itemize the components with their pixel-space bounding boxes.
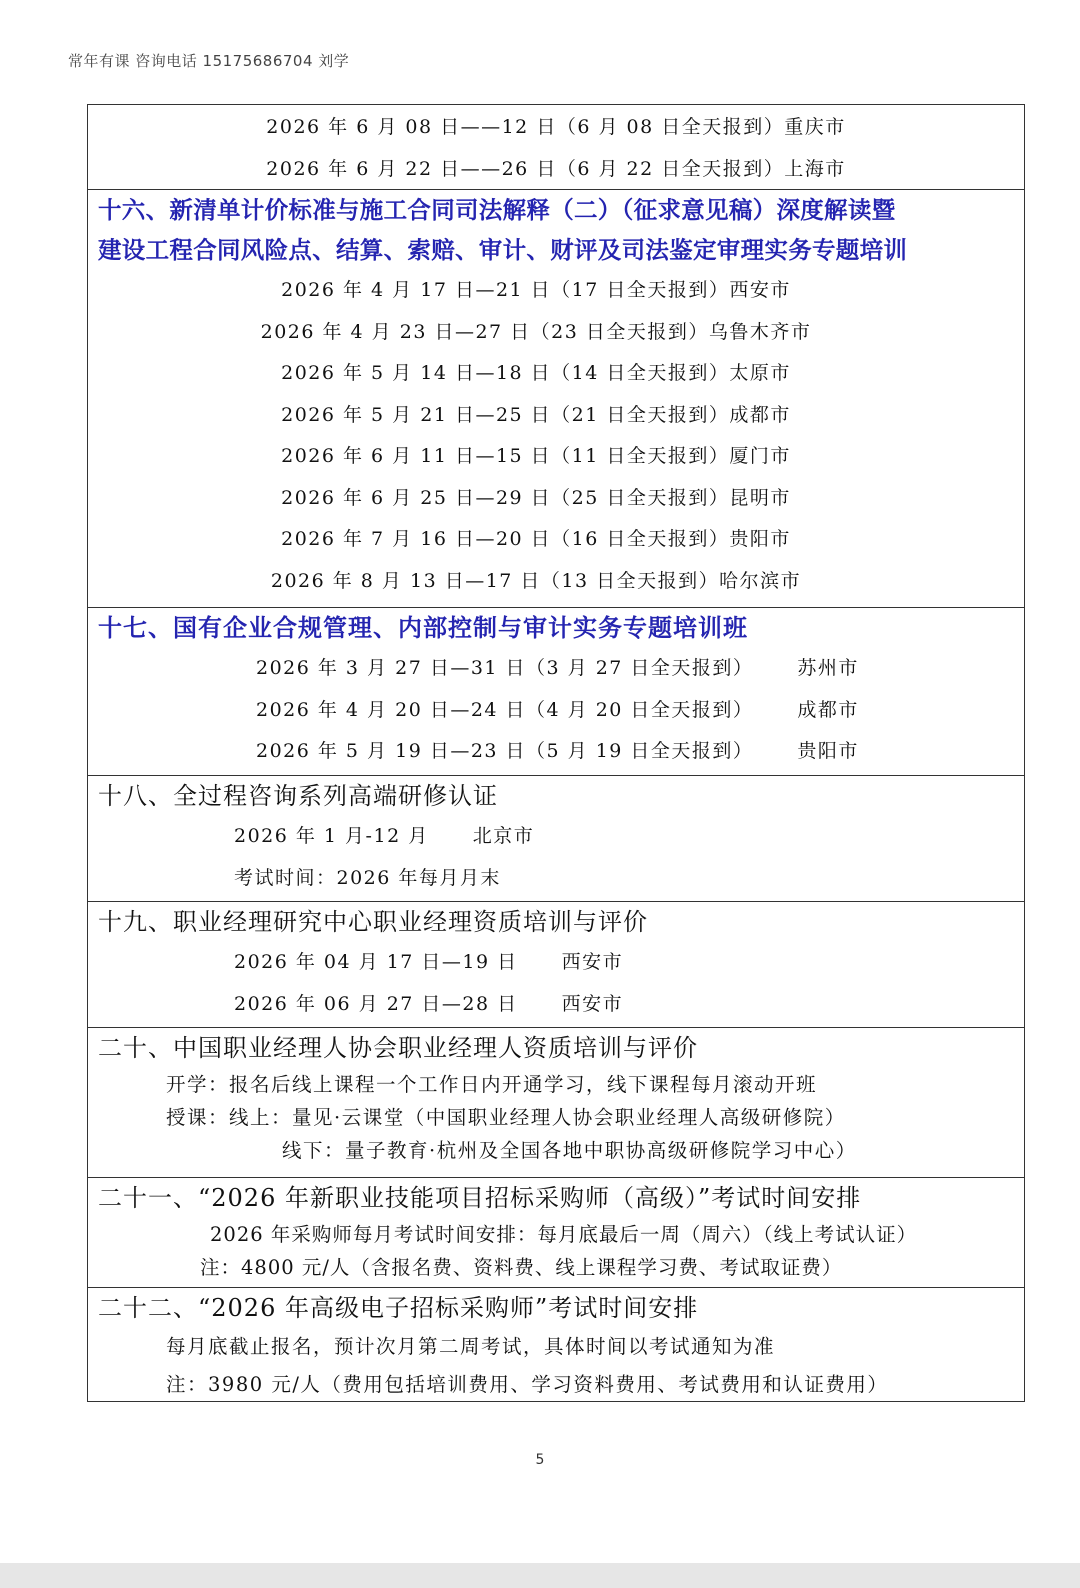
schedule-date: 2026 年 4 月 20 日—24 日（4 月 20 日全天报到） bbox=[256, 698, 754, 721]
section-20 bbox=[88, 1027, 1024, 1177]
section-17 bbox=[88, 607, 1024, 775]
section-title: 二十一、“2026 年新职业技能项目招标采购师（高级）”考试时间安排 bbox=[98, 1184, 862, 1212]
schedule-date: 2026 年 1 月-12 月 bbox=[234, 825, 429, 847]
schedule-line bbox=[88, 690, 1024, 732]
section-21 bbox=[88, 1177, 1024, 1287]
bottom-bar bbox=[0, 1563, 1080, 1588]
section-title: 十八、全过程咨询系列高端研修认证 bbox=[98, 782, 498, 810]
fee-note-line: 注：4800 元/人（含报名费、资料费、线上课程学习费、考试取证费） bbox=[200, 1256, 843, 1279]
schedule-city: 苏州市 bbox=[797, 657, 859, 679]
section-16 bbox=[88, 189, 1024, 607]
section-title: 二十二、“2026 年高级电子招标采购师”考试时间安排 bbox=[98, 1294, 699, 1322]
teaching-offline-line: 线下：量子教育·杭州及全国各地中职协高级研修院学习中心） bbox=[282, 1139, 857, 1162]
schedule-line: 2026 年 5 月 21 日—25 日（21 日全天报到）成都市 bbox=[281, 403, 791, 426]
schedule-line: 2026 年 6 月 08 日——12 日（6 月 08 日全天报到）重庆市 bbox=[266, 116, 846, 138]
schedule-city: 成都市 bbox=[797, 698, 859, 721]
enrollment-line: 开学：报名后线上课程一个工作日内开通学习，线下课程每月滚动开班 bbox=[166, 1073, 818, 1096]
section-title: 十九、职业经理研究中心职业经理资质培训与评价 bbox=[98, 908, 648, 936]
section-19 bbox=[88, 901, 1024, 1027]
exam-schedule-line: 2026 年采购师每月考试时间安排：每月底最后一周（周六）（线上考试认证） bbox=[210, 1223, 918, 1246]
schedule-line bbox=[88, 648, 1024, 690]
schedule-line: 2026 年 5 月 14 日—18 日（14 日全天报到）太原市 bbox=[281, 362, 791, 384]
schedule-date: 2026 年 06 月 27 日—28 日 bbox=[234, 992, 518, 1015]
schedule-city: 西安市 bbox=[561, 951, 624, 973]
section-title: 十六、新清单计价标准与施工合同司法解释（二）（征求意见稿）深度解读暨 bbox=[98, 196, 896, 224]
section-15-continued bbox=[88, 105, 1024, 189]
schedule-line: 2026 年 6 月 22 日——26 日（6 月 22 日全天报到）上海市 bbox=[266, 157, 846, 180]
fee-note-line: 注：3980 元/人（费用包括培训费用、学习资料费用、考试费用和认证费用） bbox=[166, 1373, 889, 1396]
schedule-line: 2026 年 8 月 13 日—17 日（13 日全天报到）哈尔滨市 bbox=[270, 569, 802, 592]
schedule-line bbox=[88, 984, 1024, 1026]
schedule-date: 2026 年 5 月 19 日—23 日（5 月 19 日全天报到） bbox=[256, 740, 754, 762]
schedule-line: 2026 年 4 月 17 日—21 日（17 日全天报到）西安市 bbox=[281, 279, 791, 301]
schedule-line: 2026 年 6 月 11 日—15 日（11 日全天报到）厦门市 bbox=[281, 445, 791, 467]
schedule-date: 2026 年 04 月 17 日—19 日 bbox=[234, 951, 518, 973]
schedule-city: 贵阳市 bbox=[797, 740, 859, 762]
section-title: 十七、国有企业合规管理、内部控制与审计实务专题培训班 bbox=[98, 613, 748, 642]
schedule-line: 2026 年 6 月 25 日—29 日（25 日全天报到）昆明市 bbox=[281, 486, 791, 509]
schedule-line bbox=[88, 816, 1024, 858]
exam-time-line: 考试时间：2026 年每月月末 bbox=[234, 866, 501, 889]
header-contact-note: 常年有课 咨询电话 15175686704 刘学 bbox=[68, 52, 350, 70]
section-18 bbox=[88, 775, 1024, 901]
page-number: 5 bbox=[535, 1452, 545, 1468]
schedule-line: 2026 年 7 月 16 日—20 日（16 日全天报到）贵阳市 bbox=[281, 528, 791, 550]
schedule-line: 2026 年 4 月 23 日—27 日（23 日全天报到）乌鲁木齐市 bbox=[260, 320, 812, 343]
schedule-city: 北京市 bbox=[472, 825, 535, 847]
registration-line: 每月底截止报名，预计次月第二周考试，具体时间以考试通知为准 bbox=[166, 1335, 776, 1358]
section-title: 建设工程合同风险点、结算、索赔、审计、财评及司法鉴定审理实务专题培训 bbox=[98, 236, 908, 264]
schedule-date: 2026 年 3 月 27 日—31 日（3 月 27 日全天报到） bbox=[256, 657, 754, 679]
schedule-city: 西安市 bbox=[561, 992, 624, 1015]
schedule-line bbox=[88, 731, 1024, 773]
section-22 bbox=[88, 1287, 1024, 1401]
section-title: 二十、中国职业经理人协会职业经理人资质培训与评价 bbox=[98, 1034, 698, 1062]
schedule-line bbox=[88, 942, 1024, 984]
course-schedule-table bbox=[87, 104, 1025, 1402]
teaching-online-line: 授课：线上：量见·云课堂（中国职业经理人协会职业经理人高级研修院） bbox=[166, 1106, 846, 1129]
